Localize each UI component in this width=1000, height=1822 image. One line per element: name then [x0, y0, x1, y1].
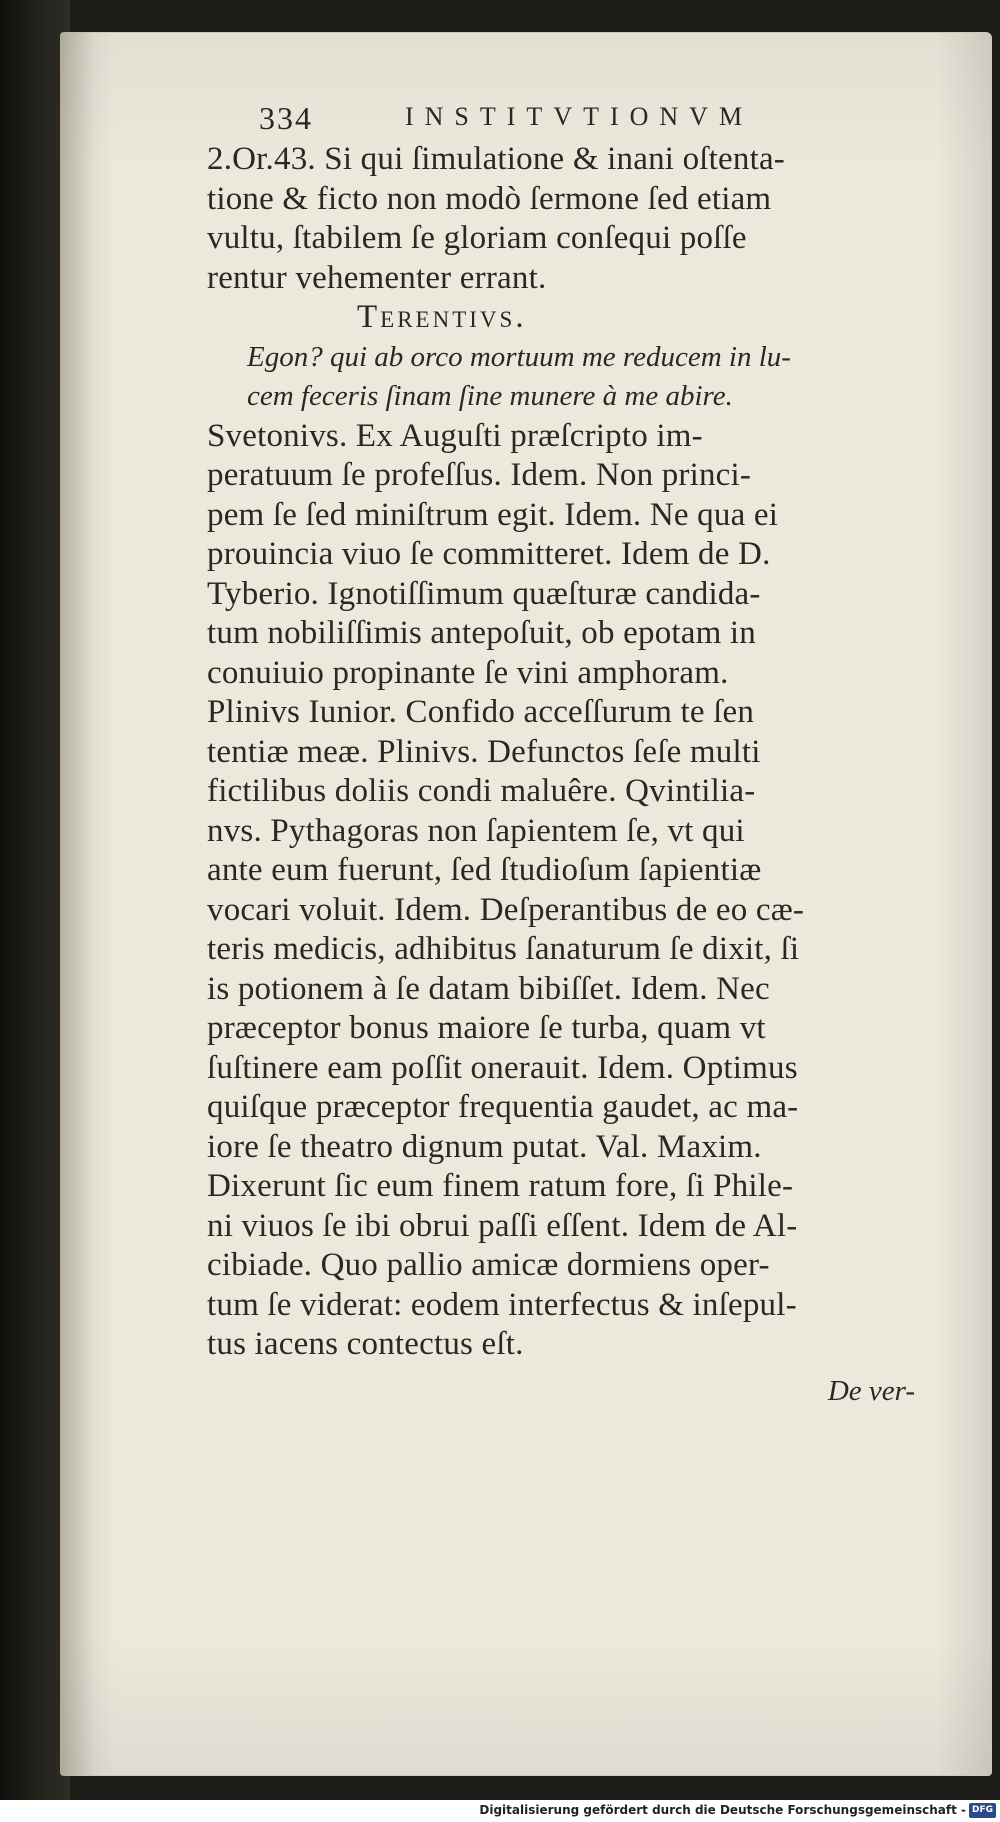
text-line: Dixerunt ſic eum finem ratum fore, ſi Phile- [207, 1168, 794, 1204]
text-line: ſuſtinere eam poſſit onerauit. Idem. Optimus [207, 1049, 798, 1086]
text-line: nvs. Pythagoras non ſapientem ſe, vt qui [207, 812, 745, 849]
running-header [207, 96, 927, 140]
text-line: vultu, ſtabilem ſe gloriam conſequi poſſe [207, 220, 747, 256]
verse-quote [207, 338, 927, 417]
text-line: peratuum ſe profeſſus. Idem. Non princi- [207, 457, 752, 493]
text-line: tione & ficto non modò ſermone ſed etiam [207, 180, 772, 217]
paragraph-cicero [207, 140, 927, 298]
text-line: fictilibus doliis condi maluêre. Qvintilia- [207, 773, 756, 809]
text-line: tum nobiliſſimis antepoſuit, ob epotam in [207, 615, 756, 651]
dfg-logo-icon: DFG [969, 1803, 996, 1818]
section-heading-terentius: Terentivs. [357, 299, 527, 335]
footer-credit: Digitalisierung gefördert durch die Deutsche Forschungsgemeinschaft - [479, 1803, 966, 1817]
text-line: 2.Or.43. Si qui ſimulatione & inani oſtenta- [207, 141, 785, 177]
catchword: De ver- [827, 1374, 915, 1407]
text-line: quiſque præceptor frequentia gaudet, ac ma- [207, 1089, 799, 1125]
text-line: iore ſe theatro dignum putat. Val. Maxim. [207, 1128, 762, 1165]
text-line: Svetonivs. Ex Auguſti præſcripto im- [207, 417, 703, 454]
text-line: vocari voluit. Idem. Deſperantibus de eo cæ- [207, 891, 805, 928]
page-gutter [60, 32, 94, 1776]
paragraph-examples [207, 417, 927, 1365]
text-line: tentiæ meæ. Plinivs. Defunctos ſeſe multi [207, 733, 761, 770]
text-line: is potionem à ſe datam bibiſſet. Idem. Nec [207, 970, 770, 1007]
text-line: præceptor bonus maiore ſe turba, quam vt [207, 1010, 766, 1046]
text-line: ante eum fuerunt, ſed ſtudioſum ſapientiæ [207, 852, 762, 888]
text-line: pem ſe ſed miniſtrum egit. Idem. Ne qua ei [207, 496, 779, 533]
page-number: 334 [259, 100, 313, 136]
verse-line: Egon? qui ab orco mortuum me reducem in lu- [247, 340, 791, 373]
text-line: Plinivs Iunior. Confido acceſſurum te ſen [207, 694, 755, 730]
running-title: INSTITVTIONVM [405, 102, 754, 131]
text-line: tum ſe viderat: eodem interfectus & inſepul- [207, 1286, 797, 1323]
text-line: rentur vehementer errant. [207, 259, 547, 296]
text-line: teris medicis, adhibitus ſanaturum ſe dixit, ſi [207, 931, 800, 967]
verse-line: cem feceris ſinam ſine munere à me abire. [247, 380, 733, 412]
digitization-footer [0, 1800, 1000, 1822]
text-line: tus iacens contectus eſt. [207, 1326, 524, 1362]
text-line: conuiuio propinante ſe vini amphoram. [207, 654, 729, 691]
text-line: Tyberio. Ignotiſſimum quæſturæ candida- [207, 575, 761, 612]
text-line: ni viuos ſe ibi obrui paſſi eſſent. Idem de Al- [207, 1207, 798, 1244]
page-text [207, 96, 927, 1408]
text-line: prouincia viuo ſe committeret. Idem de D. [207, 536, 771, 572]
text-line: cibiade. Quo pallio amicæ dormiens oper- [207, 1247, 770, 1283]
